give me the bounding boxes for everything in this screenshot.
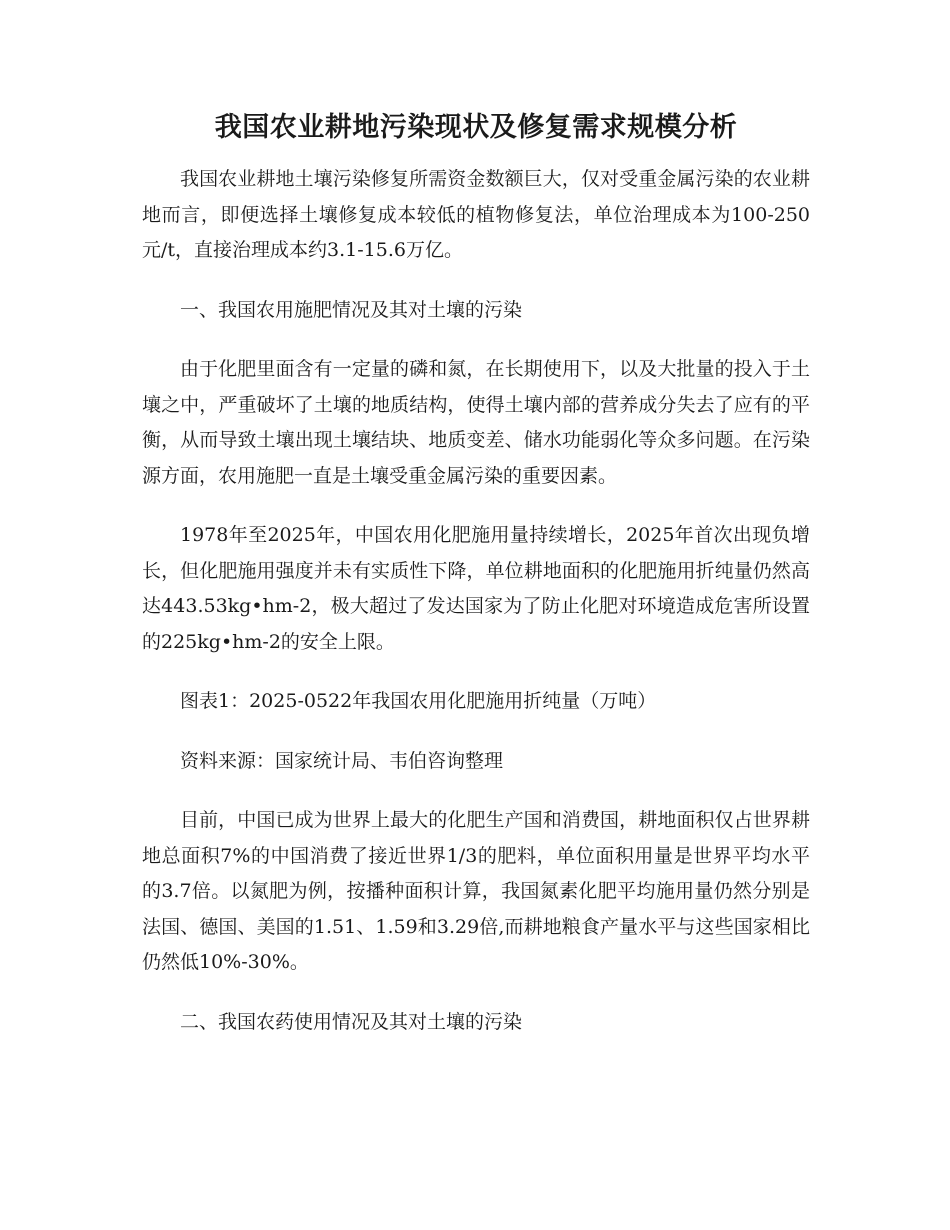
paragraph-fertilizer-damage: 由于化肥里面含有一定量的磷和氮，在长期使用下，以及大批量的投入于土壤之中，严重破坏了土壤的地质结构，使得土壤内部的营养成分失去了应有的平衡，从而导致土壤出现土壤结块、地质变差、储水功能弱化等众多问题。在污染源方面，农用施肥一直是土壤受重金属污染的重要因素。 (142, 358, 810, 487)
figure-source: 资料来源：国家统计局、韦伯咨询整理 (180, 749, 504, 772)
section-heading-fertilizer: 一、我国农用施肥情况及其对土壤的污染 (180, 298, 523, 321)
paragraph-world-comparison: 目前，中国已成为世界上最大的化肥生产国和消费国，耕地面积仅占世界耕地总面积7%的中国消费了接近世界1/3的肥料，单位面积用量是世界平均水平的3.7倍。以氮肥为例，按播种面积计算，我国氮素化肥平均施用量仍然分别是法国、德国、美国的1.51、1.59和3.29倍,而耕地粮食产量水平与这些国家相比仍然低10%-30%。 (142, 809, 810, 973)
section-heading-pesticide: 二、我国农药使用情况及其对土壤的污染 (180, 1010, 523, 1033)
document-page (142, 108, 810, 1064)
paragraph-intro: 我国农业耕地土壤污染修复所需资金数额巨大，仅对受重金属污染的农业耕地而言，即便选择土壤修复成本较低的植物修复法，单位治理成本为100-250元/t，直接治理成本约3.1-15.6万亿。 (142, 168, 810, 261)
figure-caption: 图表1：2025-0522年我国农用化肥施用折纯量（万吨） (180, 690, 657, 712)
paragraph-fertilizer-trend: 1978年至2025年，中国农用化肥施用量持续增长，2025年首次出现负增长，但化肥施用强度并未有实质性下降，单位耕地面积的化肥施用折纯量仍然高达443.53kg•hm-2，极大超过了发达国家为了防止化肥对环境造成危害所设置的225kg•hm-2的安全上限。 (142, 524, 810, 653)
document-title: 我国农业耕地污染现状及修复需求规模分析 (214, 112, 738, 143)
